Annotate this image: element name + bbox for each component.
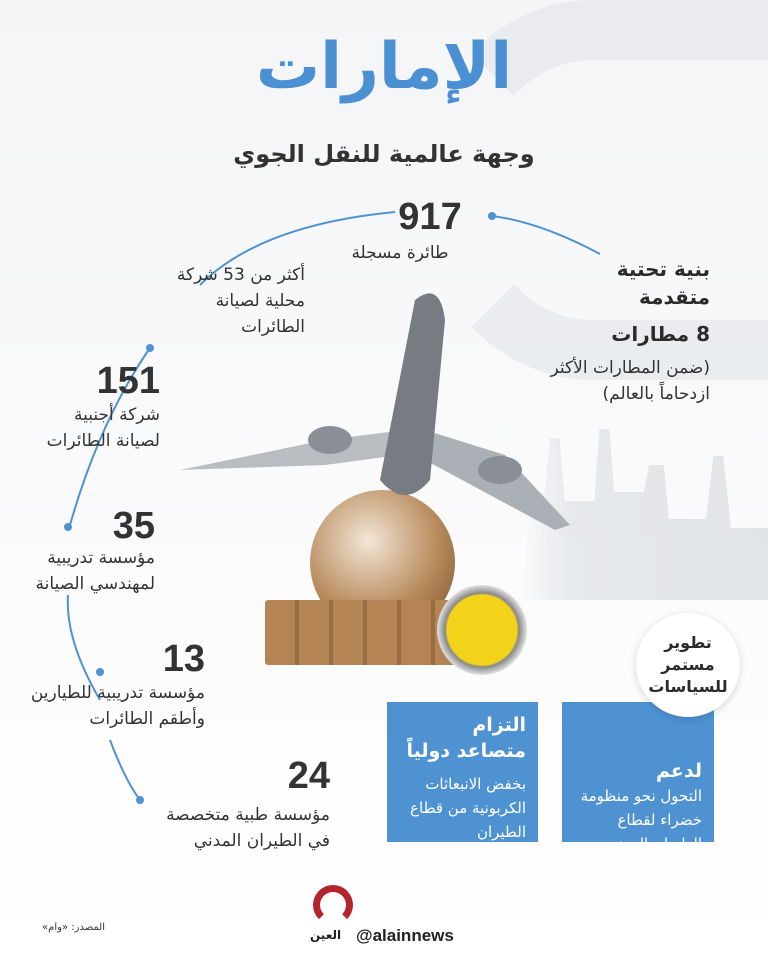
logo-text: العين xyxy=(310,928,342,942)
box-heading: التزام متصاعد دولياً xyxy=(406,714,526,762)
alain-logo-icon xyxy=(313,885,353,925)
page-title: الإمارات xyxy=(255,30,513,104)
infra-airports: 8 مطارات xyxy=(611,322,710,346)
box-heading: لدعم xyxy=(656,760,702,782)
policy-circle: تطوير مستمر للسياسات xyxy=(636,613,740,717)
box-text: التحول نحو منظومة خضراء لقطاع الطيران المدني xyxy=(580,787,702,853)
stat-value-engineer-training: 35 xyxy=(112,505,155,547)
source-note: المصدر: «وام» xyxy=(42,922,105,933)
timeline-dot xyxy=(488,212,496,220)
infra-airports-note: (ضمن المطارات الأكثر ازدحاماً بالعالم) xyxy=(550,358,710,404)
stat-label-pilot-training: مؤسسة تدريبية للطيارين وأطقم الطائرات xyxy=(30,683,205,729)
box-green-transition xyxy=(562,702,714,853)
stat-value-foreign-companies: 151 xyxy=(96,360,160,402)
page-subtitle: وجهة عالمية للنقل الجوي xyxy=(233,140,535,168)
box-international-commitment xyxy=(387,702,538,842)
social-handle[interactable]: @alainnews xyxy=(356,926,454,945)
stat-label-medical: مؤسسة طبية متخصصة في الطيران المدني xyxy=(166,805,330,851)
stat-label-engineer-training: مؤسسة تدريبية لمهندسي الصيانة xyxy=(35,548,155,594)
timeline-dot xyxy=(146,344,154,352)
box-text: بخفض الانبعاثات الكربونية من قطاع الطيران xyxy=(410,775,526,841)
stat-label-local-companies: أكثر من 53 شركة محلية لصيانة الطائرات xyxy=(176,265,305,337)
stat-value-pilot-training: 13 xyxy=(162,638,205,680)
stat-label-foreign-companies: شركة أجنبية لصيانة الطائرات xyxy=(46,405,160,451)
timeline-dot xyxy=(96,668,104,676)
stat-label-aircraft: طائرة مسجلة xyxy=(351,243,449,263)
timeline-dot xyxy=(136,796,144,804)
infra-heading: بنية تحتية متقدمة xyxy=(616,257,710,309)
stat-value-aircraft: 917 xyxy=(398,196,462,238)
stopwatch-image xyxy=(437,585,527,675)
stat-value-medical: 24 xyxy=(287,755,330,797)
